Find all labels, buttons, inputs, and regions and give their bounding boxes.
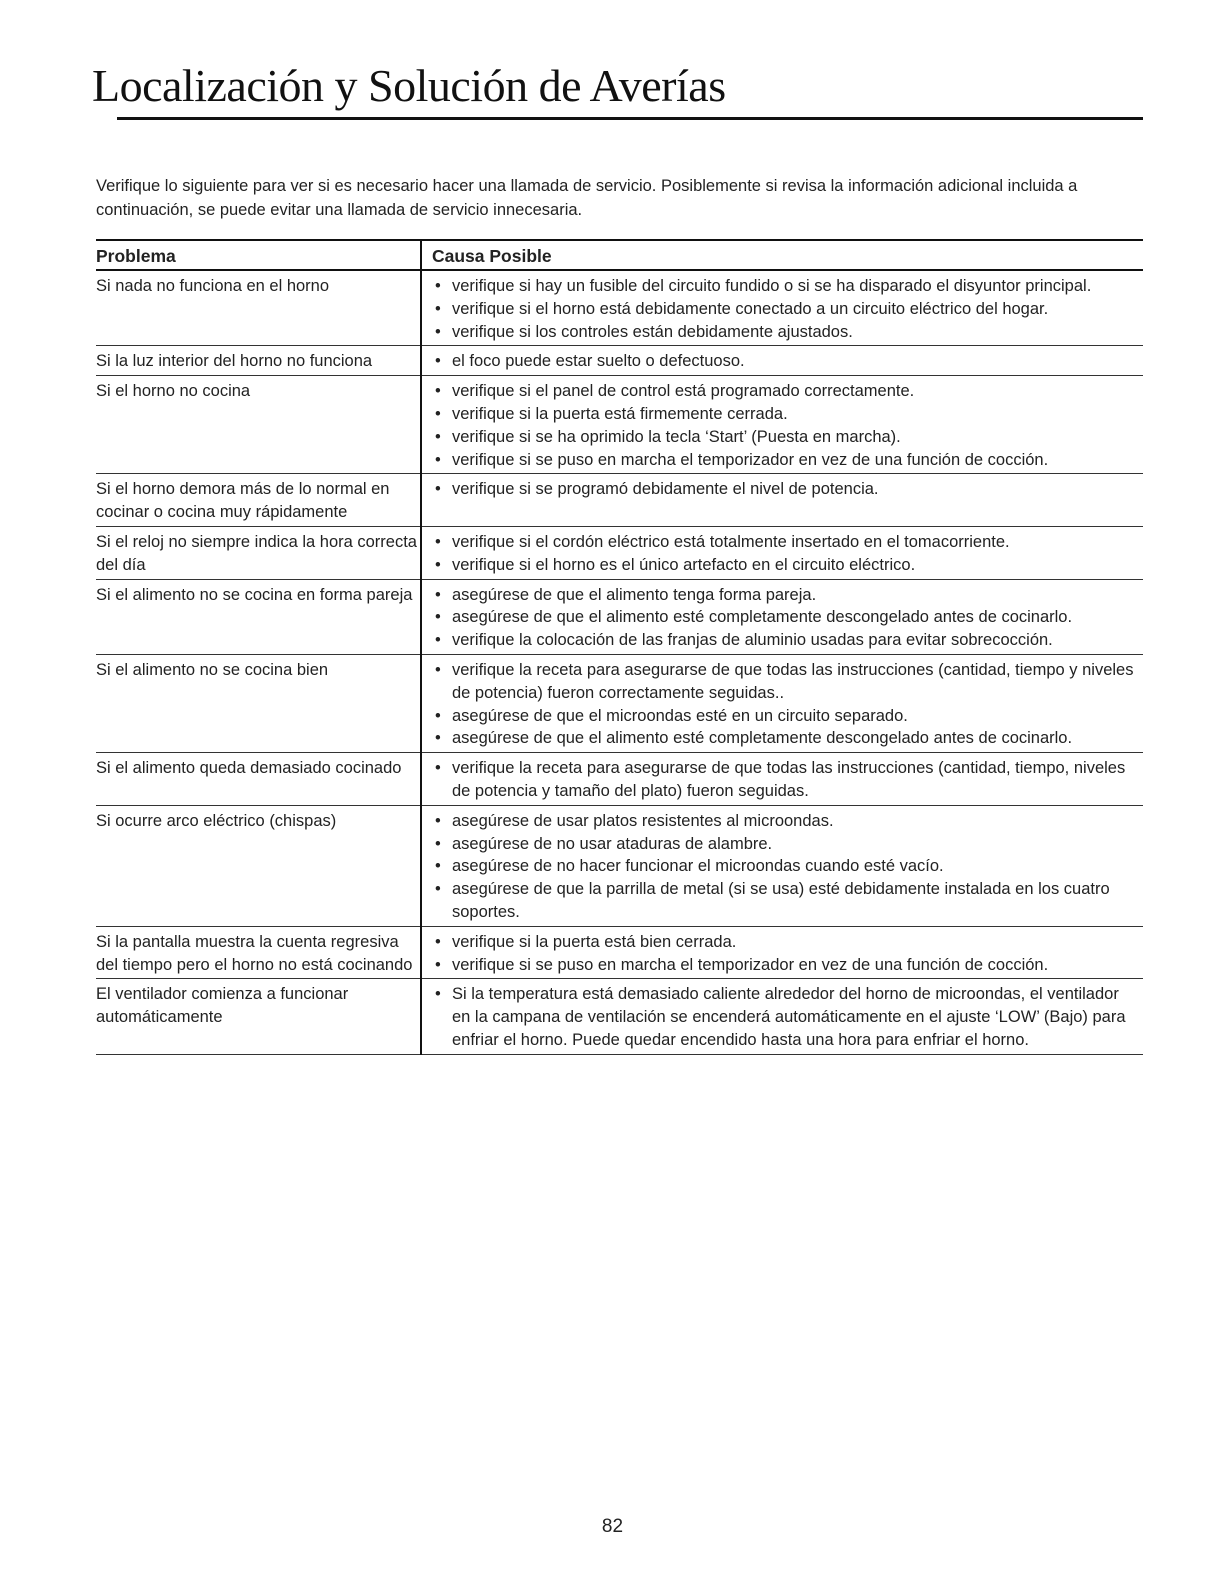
cause-item: • asegúrese de que el alimento tenga forma pareja. xyxy=(432,584,1141,607)
cause-item: • asegúrese de usar platos resistentes al microondas. xyxy=(432,810,1141,833)
problem-cell: Si nada no funciona en el horno xyxy=(96,270,421,346)
page-number: 82 xyxy=(601,1516,624,1537)
problem-cell: Si el alimento no se cocina en forma pareja xyxy=(96,579,421,654)
cause-item: • verifique si la puerta está firmemente cerrada. xyxy=(432,403,1141,426)
cause-cell xyxy=(421,926,1143,979)
cause-item: • verifique si la puerta está bien cerrada. xyxy=(432,931,1141,954)
cause-item: • asegúrese de no usar ataduras de alambre. xyxy=(432,833,1141,856)
cause-cell xyxy=(421,346,1143,376)
cause-item: • verifique si el cordón eléctrico está totalmente insertado en el tomacorriente. xyxy=(432,531,1141,554)
problem-cell: Si el horno no cocina xyxy=(96,376,421,474)
cause-cell xyxy=(421,270,1143,346)
cause-list xyxy=(432,659,1141,750)
cause-item: • verifique si se ha oprimido la tecla ‘Start’ (Puesta en marcha). xyxy=(432,426,1141,449)
cause-list xyxy=(432,380,1141,471)
table-header-row xyxy=(96,240,1143,270)
cause-item: • verifique si el horno está debidamente conectado a un circuito eléctrico del hogar. xyxy=(432,298,1141,321)
cause-item: • verifique la receta para asegurarse de que todas las instrucciones (cantidad, tiempo, niveles de potencia y tamaño del plato) fueron seguidas. xyxy=(432,757,1141,803)
cause-item: • asegúrese de que el alimento esté completamente descongelado antes de cocinarlo. xyxy=(432,606,1141,629)
cause-cell xyxy=(421,474,1143,527)
cause-item: • verifique si los controles están debidamente ajustados. xyxy=(432,321,1141,344)
intro-paragraph: Verifique lo siguiente para ver si es necesario hacer una llamada de servicio. Posiblemente si revisa la información adicional incluida a continuación, se puede evitar una llamada de servicio innecesaria. xyxy=(96,177,1078,219)
problem-cell: Si el alimento no se cocina bien xyxy=(96,654,421,752)
cause-item: • asegúrese de que la parrilla de metal (si se usa) esté debidamente instalada en los cuatro soportes. xyxy=(432,878,1141,924)
cause-item: • verifique si el panel de control está programado correctamente. xyxy=(432,380,1141,403)
cause-cell xyxy=(421,753,1143,806)
cause-item: • verifique la colocación de las franjas de aluminio usadas para evitar sobrecocción. xyxy=(432,629,1141,652)
table-row xyxy=(96,270,1143,346)
cause-list xyxy=(432,931,1141,977)
problem-cell: El ventilador comienza a funcionar automáticamente xyxy=(96,979,421,1054)
cause-cell xyxy=(421,979,1143,1054)
cause-item: • verifique si hay un fusible del circuito fundido o si se ha disparado el disyuntor principal. xyxy=(432,275,1141,298)
header-problem: Problema xyxy=(96,240,421,270)
table-row xyxy=(96,753,1143,806)
problem-cell: Si el horno demora más de lo normal en cocinar o cocina muy rápidamente xyxy=(96,474,421,527)
cause-item: • verifique si se puso en marcha el temporizador en vez de una función de cocción. xyxy=(432,449,1141,472)
troubleshooting-table xyxy=(96,239,1143,1055)
cause-list xyxy=(432,350,1141,373)
table-row xyxy=(96,805,1143,926)
cause-list xyxy=(432,757,1141,803)
problem-cell: Si el reloj no siempre indica la hora correcta del día xyxy=(96,526,421,579)
cause-item: • verifique si el horno es el único artefacto en el circuito eléctrico. xyxy=(432,554,1141,577)
cause-item: • verifique la receta para asegurarse de que todas las instrucciones (cantidad, tiempo y niveles de potencia) fueron correctamente seguidas.. xyxy=(432,659,1141,705)
page-title: Localización y Solución de Averías xyxy=(92,60,726,111)
table-row xyxy=(96,579,1143,654)
cause-list xyxy=(432,584,1141,652)
cause-list xyxy=(432,983,1141,1051)
table-row xyxy=(96,346,1143,376)
cause-item: • asegúrese de que el microondas esté en un circuito separado. xyxy=(432,705,1141,728)
table-row xyxy=(96,526,1143,579)
title-rule xyxy=(117,117,1143,120)
cause-item: • asegúrese de que el alimento esté completamente descongelado antes de cocinarlo. xyxy=(432,727,1141,750)
cause-item: • verifique si se programó debidamente el nivel de potencia. xyxy=(432,478,1141,501)
header-cause: Causa Posible xyxy=(421,240,1143,270)
cause-list xyxy=(432,810,1141,924)
cause-cell xyxy=(421,579,1143,654)
table-row xyxy=(96,926,1143,979)
cause-list xyxy=(432,275,1141,343)
table-row xyxy=(96,979,1143,1054)
cause-cell xyxy=(421,376,1143,474)
problem-cell: Si la luz interior del horno no funciona xyxy=(96,346,421,376)
problem-cell: Si ocurre arco eléctrico (chispas) xyxy=(96,805,421,926)
cause-item: • Si la temperatura está demasiado caliente alrededor del horno de microondas, el ventilador en la campana de ventilación se encenderá automáticamente en el ajuste ‘LOW’ (Bajo) para enfriar el horno. Puede quedar encendido hasta una hora para enfriar el horno. xyxy=(432,983,1141,1051)
cause-cell xyxy=(421,654,1143,752)
cause-item: • verifique si se puso en marcha el temporizador en vez de una función de cocción. xyxy=(432,954,1141,977)
table-row xyxy=(96,654,1143,752)
cause-item: • asegúrese de no hacer funcionar el microondas cuando esté vacío. xyxy=(432,855,1141,878)
cause-list xyxy=(432,478,1141,501)
cause-cell xyxy=(421,526,1143,579)
cause-cell xyxy=(421,805,1143,926)
cause-list xyxy=(432,531,1141,577)
table-row xyxy=(96,474,1143,527)
cause-item: • el foco puede estar suelto o defectuoso. xyxy=(432,350,1141,373)
problem-cell: Si la pantalla muestra la cuenta regresiva del tiempo pero el horno no está cocinando xyxy=(96,926,421,979)
problem-cell: Si el alimento queda demasiado cocinado xyxy=(96,753,421,806)
table-row xyxy=(96,376,1143,474)
